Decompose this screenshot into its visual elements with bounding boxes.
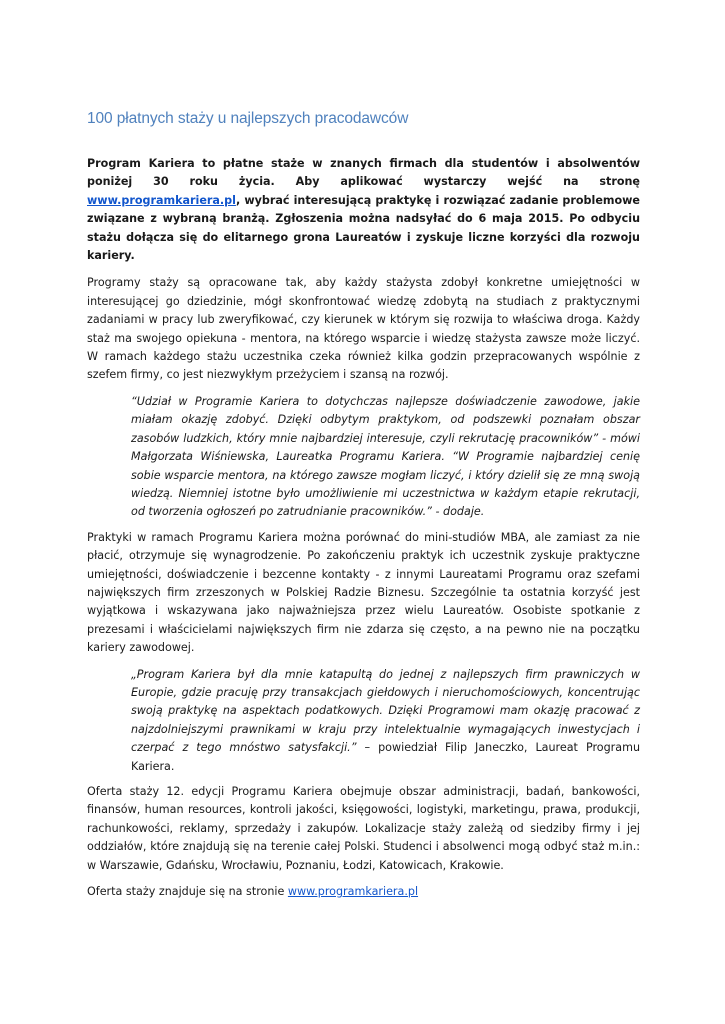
- testimonial-quote-2: [131, 666, 640, 776]
- lead-text-after-link: , wybrać interesującą praktykę i rozwiązać zadanie problemowe związane z wybraną branżą. Zgłoszenia można nadsyłać do 6 maja 2015. Po odbyciu stażu dołącza się do elitarnego grona Laureatów i zyskuje liczne korzyści dla rozwoju kariery.: [87, 193, 640, 263]
- lead-text-before-link: Program Kariera to płatne staże w znanych firmach dla studentów i absolwentów poniżej 30 roku życia. Aby aplikować wystarczy wejść na stronę: [87, 157, 640, 189]
- closing-website-link[interactable]: www.programkariera.pl: [287, 885, 419, 899]
- lead-website-link[interactable]: www.programkariera.pl: [87, 193, 236, 207]
- body-paragraph-2: Praktyki w ramach Programu Kariera można porównać do mini-studiów MBA, ale zamiast za nie płacić, otrzymuje się wynagrodzenie. Po zakończeniu praktyk ich uczestnik zyskuje praktyczne umiejętności, doświadczenie i bezcenne kontakty - z innymi Laureatami Programu oraz szefami największych firm zrzeszonych w Polskiej Radzie Biznesu. Szczególnie ta ostatnia korzyść jest wyjątkowa i wskazywana jako najważniejsza przez wielu Laureatów. Osobiste spotkanie z prezesami i właścicielami największych firm nie zdarza się często, a na pewno nie na początku kariery zawodowej.: [87, 530, 640, 655]
- body-paragraph-1: Programy staży są opracowane tak, aby każdy stażysta zdobył konkretne umiejętności w interesującej go dziedzinie, mógł skonfrontować wiedzę zdobytą na studiach z praktycznymi zadaniami w pracy lub zweryfikować, czy kierunek w którym się rozwija to właściwa droga. Każdy staż ma swojego opiekuna - mentora, na którego wsparcie i wiedzę stażysta zawsze może liczyć. W ramach każdego stażu uczestnika czeka również kilka godzin przepracowanych wspólnie z szefem firmy, co jest niezwykłym przeżyciem i szansą na rozwój.: [87, 276, 640, 382]
- lead-paragraph: [87, 155, 640, 265]
- closing-text: Oferta staży znajduje się na stronie: [87, 885, 288, 899]
- document-title: 100 płatnych staży u najlepszych pracodawców: [87, 110, 409, 127]
- testimonial-quote-1: “Udział w Programie Kariera to dotychczas najlepsze doświadczenie zawodowe, jakie miałam okazję zdobyć. Dzięki odbytym praktykom, od podszewki poznałam obszar zasobów ludzkich, który mnie najbardziej interesuje, czyli rekrutację pracowników” - mówi Małgorzata Wiśniewska, Laureatka Programu Kariera. “W Programie najbardziej cenię sobie wsparcie mentora, na którego zawsze mogłam liczyć, i który dzielił się ze mną swoją wiedzą. Niemniej istotne było umożliwienie mi uczestnictwa w każdym etapie rekrutacji, od tworzenia ogłoszeń po zatrudnianie pracowników.” - dodaje.: [131, 394, 640, 519]
- quote-2-attribution: – powiedział Filip Janeczko, Laureat Programu Kariera.: [131, 741, 641, 773]
- body-paragraph-3: Oferta staży 12. edycji Programu Kariera obejmuje obszar administracji, badań, bankowości, finansów, human resources, kontroli jakości, księgowości, logistyki, marketingu, prawa, produkcji, rachunkowości, reklamy, sprzedaży i zakupów. Lokalizacje staży zależą od siedziby firmy i jej oddziałów, które znajdują się na terenie całej Polski. Studenci i absolwenci mogą odbyć staż m.in.: w Warszawie, Gdańsku, Wrocławiu, Poznaniu, Łodzi, Katowicach, Krakowie.: [87, 785, 640, 872]
- document-page: [87, 110, 640, 909]
- quote-2-text: „Program Kariera był dla mnie katapultą do jednej z najlepszych firm prawniczych w Europie, gdzie pracuję przy transakcjach giełdowych i nieruchomościowych, koncentrując swoją praktykę na aspektach podatkowych. Dzięki Programowi mam okazję pracować z najzdolniejszymi prawnikami w kraju przy intelektualnie wymagających inwestycjach i czerpać z tego mnóstwo satysfakcji.”: [131, 667, 640, 755]
- closing-paragraph: [87, 883, 640, 901]
